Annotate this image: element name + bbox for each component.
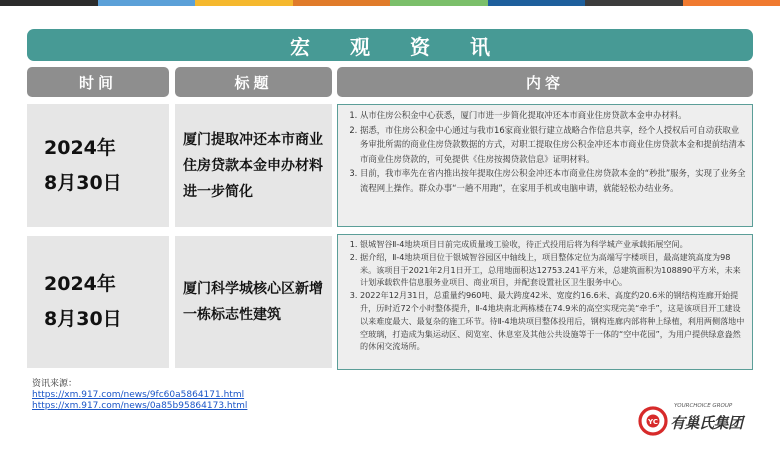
date-year: 2024年 [44,273,116,295]
news-item: 2. 据介绍，Ⅱ-4地块项目位于银城智谷园区中轴线上，项目整体定位为高端写字楼项目，最高建筑高度为98米。该项目于2021年2月1日开工，总用地面积达12753.241平方米，总建筑面积为108890平方米，未来计划承载软件信息服务业项目、商业项目，并配套设置社区卫生服务中心。 [360,251,746,289]
page-title-banner [27,29,753,61]
row-2-content [337,234,753,370]
column-header-title: 标题 [175,67,332,97]
column-header-content: 内容 [337,67,753,97]
news-item: 1. 从市住房公积金中心获悉，厦门市进一步简化提取冲还本市商业住房贷款本金申办材料。 [360,108,746,123]
column-header-time: 时间 [27,67,169,97]
news-item-list [342,108,746,196]
top-bar-segment [195,0,293,6]
row-2-date [27,236,169,368]
top-bar-segment [98,0,196,6]
top-bar-segment [488,0,586,6]
source-label: 资讯来源： [32,379,78,389]
row-1-date [27,104,169,227]
news-item: 3. 2022年12月31日，总重量约960吨、最大跨度42米、宽度约16.6米、高度约20.6米的钢结构连廊开始提升，历时近72个小时整体提升，Ⅱ-4地块南北两栋楼在74.9米的高空实现完美“牵手”，这是该项目开工建设以来难度最大、最复杂的施工环节。待Ⅱ-4地块项目整体投用后，钢构连廊内部将种上绿植，利用两侧落地中空玻璃，打造成为集运动区、阅览室、休息室及其他公共设施等于一体的“空中花园”，为用户提供绿意盎然的休闲交流场所。 [360,289,746,353]
news-item: 2. 据悉，市住房公积金中心通过与我市16家商业银行建立战略合作信息共享，经个人授权后可自动获取业务审批所需的商业住房贷款数据的方式，对职工提取住房公积金冲还本市商业住房贷款本金和提前结清本市商业住房贷款的，可免提供《住房按揭贷款信息》证明材料。 [360,123,746,167]
company-logo [638,403,758,439]
news-item: 1. 银城智谷Ⅱ-4地块项目日前完成质量竣工验收，待正式投用后将为科学城产业承载拓展空间。 [360,238,746,251]
news-item: 3. 目前，我市率先在省内推出按年提取住房公积金冲还本市商业住房贷款本金的“秒批”服务，实现了业务全流程网上操作。群众办事“一趟不用跑”，在家用手机或电脑申请，就能轻松办结业务。 [360,166,746,195]
top-bar-segment [390,0,488,6]
news-title: 厦门提取冲还本市商业住房贷款本金申办材料进一步简化 [183,131,323,200]
source-link[interactable]: https://xm.917.com/news/9fc60a5864171.html [32,390,245,400]
logo-english-text: YOURCHOICE GROUP [674,403,733,409]
banner-char: 讯 [470,34,490,59]
top-bar-segment [585,0,683,6]
news-item-list [342,238,746,353]
top-color-bar [0,0,780,6]
row-1-content [337,104,753,227]
logo-chinese-text: 有巢氏集团 [670,414,743,432]
news-title: 厦门科学城核心区新增一栋标志性建筑 [183,281,323,323]
source-link[interactable]: https://xm.917.com/news/0a85b95864173.html [32,401,248,411]
banner-char: 观 [350,34,370,59]
banner-char: 宏 [290,34,310,59]
date-year: 2024年 [44,136,116,159]
top-bar-segment [0,0,98,6]
source-block [32,379,247,412]
banner-char: 资 [410,34,430,59]
logo-mark-icon [638,406,668,436]
svg-text:YC: YC [648,418,658,426]
row-1-title [175,104,332,227]
row-2-title [175,236,332,368]
top-bar-segment [683,0,780,6]
date-day: 8月30日 [44,308,122,330]
top-bar-segment [293,0,391,6]
date-day: 8月30日 [44,171,122,194]
